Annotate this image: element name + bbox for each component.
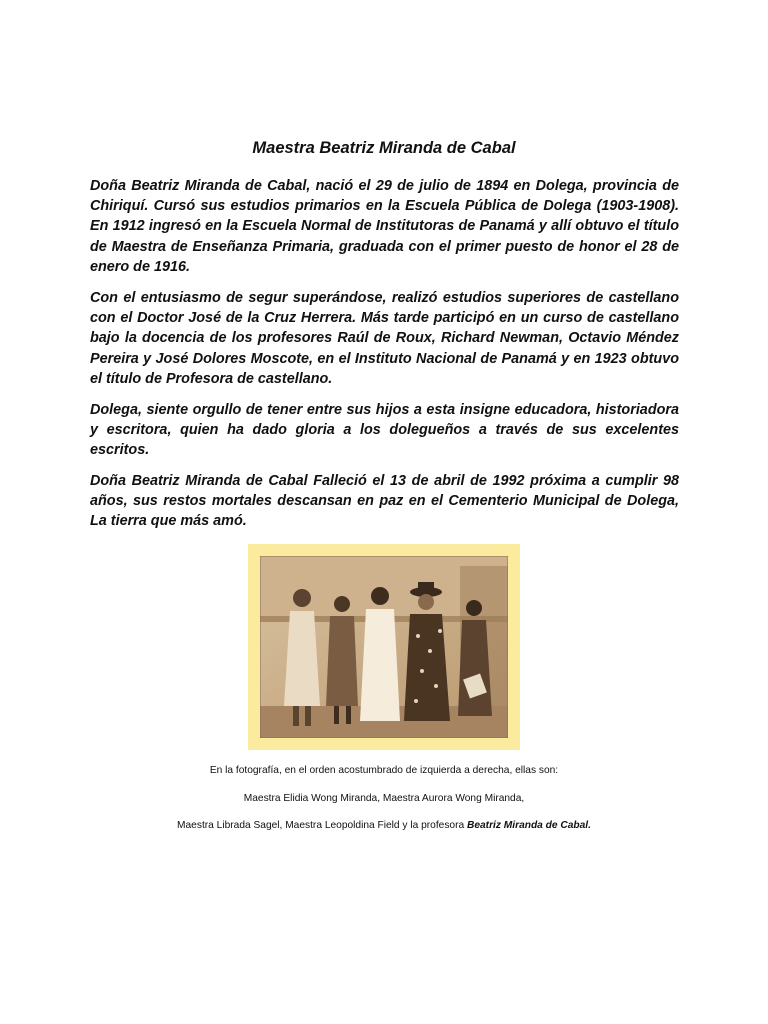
caption-prefix: Maestra Librada Sagel, Maestra Leopoldina Field y la profesora — [177, 820, 467, 831]
photo-frame — [248, 544, 520, 750]
paragraph-biography: Doña Beatriz Miranda de Cabal, nació el 29 de julio de 1894 en Dolega, provincia de Chiriquí. Cursó sus estudios primarios en la Escuela Pública de Dolega (1903-1908). En 1912 ingresó en la Escuela Normal de Institutoras de Panamá y allí obtuvo el título de Maestra de Enseñanza Primaria, graduada con el primer puesto de honor el 28 de enero de 1916. — [90, 178, 679, 275]
document-title: Maestra Beatriz Miranda de Cabal — [252, 139, 516, 157]
photo-caption-line-3 — [0, 820, 768, 831]
paragraph-pride: Dolega, siente orgullo de tener entre sus hijos a esta insigne educadora, historiadora y escritora, quien ha dado gloria a los dolegueños a través de sus excelentes escritos. — [90, 402, 679, 459]
caption-highlight-name: Beatriz Miranda de Cabal. — [466, 820, 591, 831]
historical-photo — [260, 556, 508, 738]
photo-caption-line-1: En la fotografía, en el orden acostumbrado de izquierda a derecha, ellas son: — [209, 765, 559, 776]
paragraph-studies: Con el entusiasmo de segur superándose, realizó estudios superiores de castellano con el Doctor José de la Cruz Herrera. Más tarde participó en un curso de castellano bajo la docencia de los profesores Raúl de Roux, Richard Newman, Octavio Méndez Pereira y José Dolores Moscote, en el Instituto Nacional de Panamá y en 1923 obtuvo el título de Profesora de castellano. — [90, 290, 679, 387]
photo-caption-line-2: Maestra Elidia Wong Miranda, Maestra Aurora Wong Miranda, — [243, 793, 525, 804]
paragraph-death: Doña Beatriz Miranda de Cabal Falleció el 13 de abril de 1992 próxima a cumplir 98 años, sus restos mortales descansan en paz en el Cementerio Municipal de Dolega, La tierra que más amó. — [90, 473, 679, 530]
